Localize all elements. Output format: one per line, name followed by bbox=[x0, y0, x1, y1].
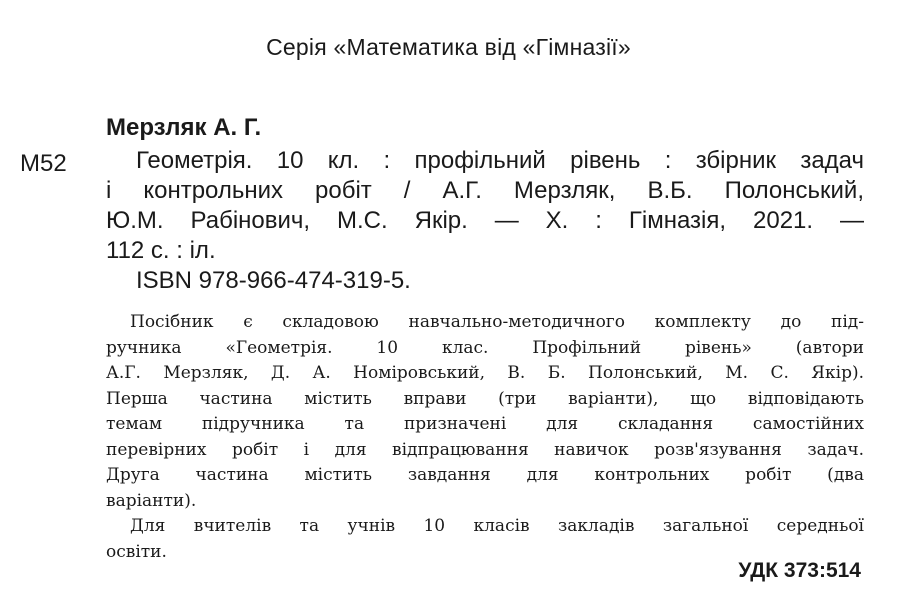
abstract-line: Друга частина містить завдання для контрольних робіт (два bbox=[106, 465, 864, 485]
abstract-line: перевірних робіт і для відпрацювання навичок розв'язування задач. bbox=[106, 439, 864, 460]
abstract-line: А.Г. Мерзляк, Д. А. Номіровський, В. Б. Полонський, М. С. Якір). bbox=[106, 363, 864, 383]
biblio-line: і контрольних робіт / А.Г. Мерзляк, В.Б. Полонський, bbox=[106, 177, 864, 204]
author-heading: Мерзляк А. Г. bbox=[106, 114, 262, 141]
bibliographic-description bbox=[106, 146, 864, 296]
abstract-line: Посібник є складовою навчально-методичного комплекту до під- bbox=[130, 312, 864, 332]
abstract-line: темам підручника та призначені для складання самостійних bbox=[106, 414, 864, 434]
series-title: Серія «Математика від «Гімназії» bbox=[266, 34, 631, 60]
biblio-line: 112 с. : іл. bbox=[106, 237, 216, 264]
udk-code: УДК 373:514 bbox=[738, 559, 861, 582]
abstract bbox=[106, 310, 864, 565]
audience-line: Для вчителів та учнів 10 класів закладів загальної середньої bbox=[130, 516, 864, 536]
classification-code: М52 bbox=[20, 150, 67, 177]
biblio-line: Геометрія. 10 кл. : профільний рівень : збірник задач bbox=[136, 147, 864, 174]
abstract-line: ручника «Геометрія. 10 клас. Профільний рівень» (автори bbox=[106, 337, 864, 358]
audience-line: освіти. bbox=[106, 541, 167, 562]
isbn: ISBN 978-966-474-319-5. bbox=[136, 267, 411, 294]
abstract-line: Перша частина містить вправи (три варіанти), що відповідають bbox=[106, 388, 864, 409]
biblio-line: Ю.М. Рабінович, М.С. Якір. — Х. : Гімназія, 2021. — bbox=[106, 207, 864, 234]
abstract-line: варіанти). bbox=[106, 490, 197, 511]
